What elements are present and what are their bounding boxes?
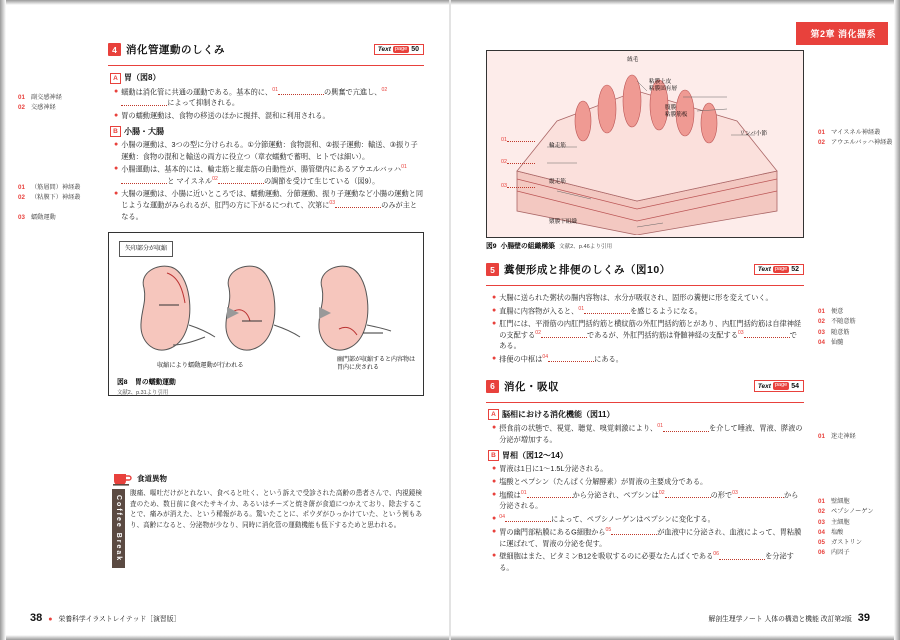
page-edge-left	[0, 0, 6, 640]
bullet-item: ● 塩酸は$^{01}$ から分泌され、ペプシンは$^{02}$ の形で$^{03}$ から分泌される。	[492, 489, 799, 511]
subsection-marker: A	[488, 409, 499, 420]
text-label: Text	[377, 46, 391, 53]
page-number-value: 52	[791, 266, 799, 273]
bullet-item: ● 胃液は1日に1〜1.5L分泌される。	[492, 464, 608, 474]
subsection-6A	[488, 409, 804, 421]
subsection-marker: B	[110, 126, 121, 137]
figure-9-label-circular: 輪走筋	[549, 143, 566, 149]
bullet-item: ● 大腸の運動は、小腸に近いところでは、蠕動運動、分節運動、振り子運動など小腸の運動と同じような運動がみられるが、肛門の方に下がるにつれて、次第に$^{03}$ のみが主となる。	[114, 188, 424, 221]
left-page-body	[108, 42, 424, 396]
margin-answer-row: 01 迷走神経	[818, 433, 856, 440]
section-5-title: 糞便形成と排便のしくみ（図10）	[504, 264, 671, 276]
subsection-4B	[110, 126, 424, 138]
subsection-6B	[488, 450, 804, 462]
right-page-body	[486, 262, 804, 574]
page-number-value: 50	[411, 46, 419, 53]
figure-9-block	[486, 50, 804, 250]
margin-answer-row: 03 随意筋	[818, 328, 850, 336]
left-margin-keywords-2	[18, 183, 100, 231]
margin-answer-row: 05 ガストリン	[818, 539, 862, 547]
section-6-number: 6	[486, 380, 499, 393]
section-6-title: 消化・吸収	[504, 380, 559, 393]
margin-answer-row: 02 （粘膜下）神経叢	[18, 194, 81, 202]
figure-9-title: 小腸壁の組織構築	[500, 243, 555, 250]
subsection-label: 脳相における消化機能（図11）	[502, 409, 615, 419]
figure-9-blank-03: 03	[501, 179, 535, 189]
bullet-item: ● 胃の幽門部粘膜にあるG細胞から$^{05}$ が血液中に分泌され、血液によって、胃粘膜に運ばれて、胃液の分泌を促す。	[492, 526, 802, 548]
figure-8-note: 矢印部分が収縮	[119, 241, 173, 257]
bullet-item: ● 大腸に送られた粥状の腸内容物は、水分が吸収され、固形の糞便に形を変えていく。	[492, 293, 773, 302]
page-label: page	[394, 45, 408, 52]
bullet-item: ● $^{04}$ によって、ペプシノーゲンはペプシンに変化する。	[492, 513, 715, 524]
right-margin-keywords-1	[818, 128, 896, 149]
subsection-marker: A	[110, 73, 121, 84]
margin-answer-row: 03 蠕動運動	[18, 213, 56, 221]
coffee-break-tab: Coffee Break	[112, 489, 125, 568]
figure-8-label: 図8	[117, 378, 128, 386]
figure-9-label-longitudinal: 縦走筋	[549, 179, 566, 185]
subsection-4A	[110, 72, 424, 84]
margin-answer-row: 03 主細胞	[818, 518, 850, 526]
right-margin-keywords-2	[818, 307, 896, 348]
right-margin-keywords-4	[818, 497, 896, 559]
margin-answer-row: 04 塩酸	[818, 528, 844, 536]
bullet-item: ● 壁細胞はまた、ビタミンB12を吸収するのに必要なたんぱくである$^{06}$ を分泌する。	[492, 551, 794, 572]
textbook-reference-5	[754, 264, 804, 276]
left-margin-keywords-1	[18, 93, 98, 122]
bullet-item: ● 蠕動は消化管に共通の運動である。基本的に、$^{01}$ の興奮で亢進し、$^{02}$によって抑制される。	[114, 86, 388, 108]
footer-dot-icon: ●	[48, 616, 53, 623]
coffee-break-text: 腹痛、嘔吐だけがとれない、食べると吐く、という訴えで受診された高齢の患者さんで、内視鏡検査のため、数日前に食べたサキイカ、あるいはチーズと焼き餅が食道につかえており、除去することで、痛みが消えた、という稀報がある。驚いたことに、ポウダがひっかけていた、という例もあり、高齢になると、分泌物が少なり、同時に消化管の運動機能も低下するためと思われる。	[130, 490, 422, 530]
margin-answer-row: 01 マイスネル神経叢	[818, 129, 881, 136]
footer-left	[30, 612, 180, 624]
coffee-break-box	[112, 470, 422, 568]
page-number-right: 39	[857, 612, 870, 624]
figure-9-box	[486, 50, 804, 238]
coffee-break-header	[112, 470, 422, 486]
subsection-label: 小腸・大腸	[124, 126, 164, 136]
margin-answer-row: 01 便意	[818, 308, 844, 315]
margin-answer-row: 04 仙髄	[818, 338, 844, 346]
subsection-marker: B	[488, 450, 499, 461]
margin-answer-row: 01 副交感神経	[18, 94, 62, 101]
figure-8-title: 胃の蠕動運動	[135, 378, 176, 386]
bullet-item: ● 排便の中枢は$^{04}$ にある。	[492, 354, 623, 364]
margin-answer-row: 02 不随意筋	[818, 318, 856, 326]
page-number-left: 38	[30, 612, 43, 624]
page-number-value: 54	[791, 382, 799, 390]
figure-9-label-lymph: リンパ小節	[739, 131, 767, 137]
chapter-tab: 第2章 消化器系	[796, 22, 888, 45]
bullet-item: ● 直腸に内容物が入ると、$^{01}$ を感じるようになる。	[492, 305, 702, 316]
figure-9-label-villi: 絨毛	[627, 57, 639, 63]
figure-9-label-subserosa: 漿膜下組織	[549, 219, 577, 225]
margin-answer-row: 02 アウエルバッハ神経叢	[818, 139, 893, 147]
figure-8-source: 文献2、p.31より引用	[117, 389, 169, 396]
figure-9-blank-01: 01	[501, 133, 535, 143]
footer-text-left: 栄養科学イラストレイテッド［演習版］	[58, 616, 181, 623]
section-4-number: 4	[108, 43, 121, 56]
right-margin-keywords-3	[818, 432, 896, 442]
footer-text-right: 解剖生理学ノート 人体の構造と機能 改訂第2版	[708, 616, 852, 623]
subsection-label: 胃（図8）	[124, 73, 161, 82]
bullet-item: ● 摂食前の状態で、視覚、聴覚、嗅覚刺激により、$^{01}$ を介して唾液、胃液、膵液の分泌が増加する。	[492, 423, 803, 444]
page-gutter	[449, 0, 451, 640]
figure-8-caption-mid: 収縮により蠕動運動が行われる	[157, 361, 244, 369]
margin-answer-row: 01 壁細胞	[818, 498, 850, 505]
margin-answer-row: 06 内因子	[818, 549, 850, 557]
text-label: Text	[757, 382, 771, 390]
coffee-cup-icon	[112, 470, 132, 486]
figure-9-illustration	[487, 51, 803, 235]
textbook-reference-4	[374, 44, 424, 56]
page-label: page	[774, 265, 788, 272]
footer-right	[708, 612, 870, 624]
bullet-item: ● 胃の蠕動運動は、食物の移送のほかに撹拌、混和に利用される。	[114, 110, 330, 120]
section-5-header	[486, 262, 804, 286]
figure-9-source: 文献2、p.46より引用	[558, 244, 613, 250]
margin-answer-row: 02 ペプシノーゲン	[818, 508, 874, 516]
section-5-number: 5	[486, 263, 499, 276]
section-6-header	[486, 379, 804, 403]
bullet-item: ● 肛門には、平滑筋の内肛門括約筋と横紋筋の外肛門括約筋とがあり、内肛門括約筋は自律神経の支配する$^{02}$ であるが、外肛門括約筋は脊髄神経の支配する$^{03}$ である。	[492, 318, 802, 351]
figure-8-box	[108, 232, 424, 396]
figure-9-blank-02: 02	[501, 155, 535, 165]
page-label: page	[774, 382, 788, 389]
figure-9-label-mucosa: 粘膜上皮 粘膜固有層	[649, 79, 677, 93]
subsection-label: 胃相（図12〜14）	[502, 450, 568, 460]
textbook-reference-6	[754, 380, 804, 392]
margin-answer-row: 01 （筋層間）神経叢	[18, 184, 81, 191]
text-label: Text	[757, 266, 771, 273]
section-4-title: 消化管運動のしくみ	[126, 44, 225, 56]
figure-9-label-serosa: 腹膜 粘膜筋板	[665, 105, 688, 119]
coffee-break-title: 食道異物	[137, 473, 167, 483]
figure-9-label: 図9	[486, 243, 497, 250]
bullet-item: ● 小腸運動は、基本的には、輪走筋と縦走筋の自動性が、腸管壁内にあるアウエルバッハ$^{01}$と マイスネル$^{02}$ の調節を受けて生じている（図9）。	[114, 164, 407, 186]
bullet-item: ● 塩酸とペプシン（たんぱく分解酵素）が胃液の主要成分である。	[492, 477, 708, 487]
figure-8-caption-right: 幽門部が収縮すると内容物は胃内に戻される	[337, 356, 416, 372]
margin-answer-row: 02 交感神経	[18, 104, 56, 112]
section-4-header	[108, 42, 424, 66]
bullet-item: ● 小腸の運動は、3つの型に分けられる。①分節運動：食物混和、②振子運動：輸送、③振り子運動：食物の混和と輸送の両方に役立つ（章衣蠕動で蓄明、ヒトでは細い）。	[114, 140, 418, 161]
